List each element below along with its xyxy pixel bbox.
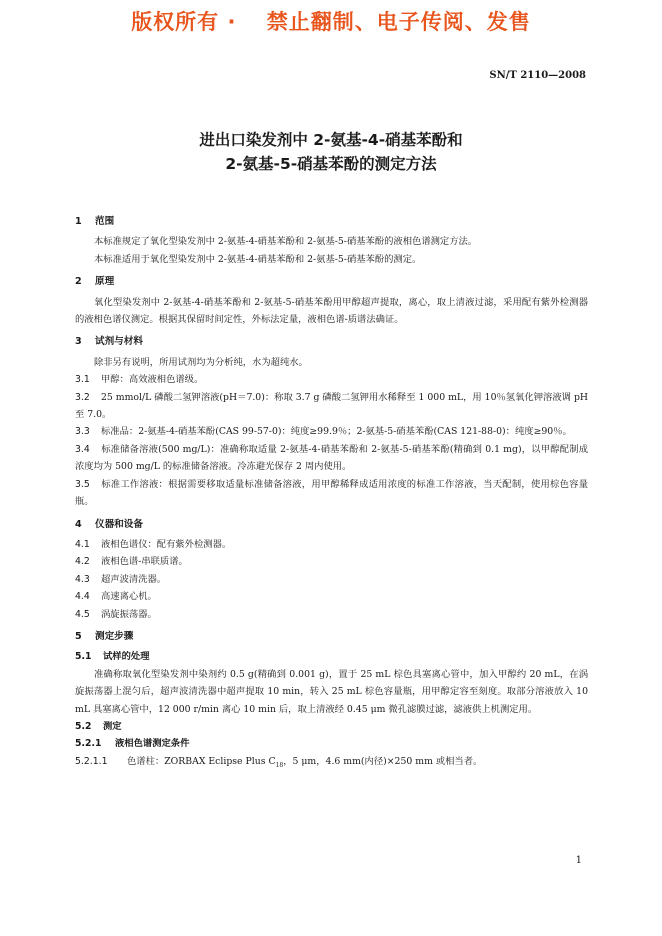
item-text: 超声波清洗器。 — [101, 573, 167, 585]
item-text: 标准工作溶液：根据需要移取适量标准储备溶液，用甲醇稀释成适用浓度的标准工作溶液，当天配制，使用棕色容量瓶。 — [75, 478, 588, 508]
section-title: 仪器和设备 — [95, 518, 143, 530]
section-title: 原理 — [95, 276, 115, 288]
item-number: 3.4 — [75, 443, 90, 455]
list-item — [75, 476, 588, 511]
list-item — [75, 606, 588, 623]
section-number: 5 — [75, 630, 82, 642]
item-text: 高速离心机。 — [101, 591, 157, 603]
section-title: 范围 — [95, 216, 115, 227]
item-number: 3.1 — [75, 374, 90, 386]
item-text: 甲醇：高效液相色谱级。 — [101, 374, 204, 386]
item-text: 涡旋振荡器。 — [101, 608, 157, 620]
subsection-title: 试样的处理 — [103, 651, 150, 663]
item-number: 4.3 — [75, 573, 90, 585]
item-number: 5.2.1.1 — [75, 755, 108, 767]
item-number: 3.2 — [75, 391, 90, 403]
section-title: 试剂与材料 — [95, 336, 143, 348]
list-item — [75, 588, 588, 605]
list-item — [75, 371, 588, 388]
watermark-banner: 版权所有 · 禁止翻制、电子传阅、发售 — [131, 10, 531, 34]
section-title: 测定步骤 — [95, 630, 134, 642]
item-text: 25 mmol/L 磷酸二氢钾溶液(pH＝7.0)：称取 3.7 g 磷酸二氢钾用水稀释至 1 000 mL，用 10％氢氧化钾溶液调 pH 至 7.0。 — [75, 391, 588, 421]
item-number: 3.3 — [75, 426, 90, 438]
list-item — [75, 753, 588, 774]
title-line-1: 进出口染发剂中 2-氨基-4-硝基苯酚和 — [199, 131, 463, 149]
title-line-2: 2-氨基-5-硝基苯酚的测定方法 — [225, 155, 437, 173]
item-number: 4.2 — [75, 556, 90, 568]
paragraph: 除非另有说明，所用试剂均为分析纯，水为超纯水。 — [94, 356, 308, 368]
list-item — [75, 571, 588, 588]
section-1-heading — [75, 213, 588, 230]
subsection-heading — [75, 648, 588, 665]
subsection-number: 5.1 — [75, 651, 92, 663]
list-item — [75, 536, 588, 553]
section-number: 2 — [75, 276, 82, 288]
list-item — [75, 441, 588, 476]
subscript: 18 — [275, 761, 284, 769]
subsection-heading — [75, 735, 588, 752]
item-text: ，5 μm，4.6 mm(内径)×250 mm 或相当者。 — [283, 755, 483, 767]
item-text: 标准品：2-氨基-4-硝基苯酚(CAS 99-57-0)：纯度≥99.9％；2-氨基-5-硝基苯酚(CAS 121-88-0)：纯度≥90％。 — [101, 426, 572, 438]
section-number: 4 — [75, 518, 82, 530]
list-item — [75, 423, 588, 440]
list-item — [75, 389, 588, 424]
page-number: 1 — [575, 855, 582, 866]
paragraph: 氧化型染发剂中 2-氨基-4-硝基苯酚和 2-氨基-5-硝基苯酚用甲醇超声提取，离心，取上清液过滤，采用配有紫外检测器的液相色谱仪测定。根据其保留时间定性，外标法定量，液相色谱-质谱法确证。 — [75, 296, 588, 326]
document-title — [0, 128, 662, 176]
item-text: 液相色谱-串联质谱。 — [101, 556, 188, 568]
subsection-number: 5.2 — [75, 720, 92, 732]
section-3-heading — [75, 333, 588, 350]
paragraph: 本标准适用于氧化型染发剂中 2-氨基-4-硝基苯酚和 2-氨基-5-硝基苯酚的测定。 — [94, 253, 422, 265]
list-item — [75, 553, 588, 570]
item-number: 4.4 — [75, 591, 90, 603]
subsection-heading — [75, 718, 588, 735]
paragraph: 准确称取氧化型染发剂中染剂约 0.5 g(精确到 0.001 g)，置于 25 mL 棕色具塞离心管中，加入甲醇约 20 mL，在涡旋振荡器上混匀后，超声波清洗器中超声提取 10 min，转入 25 mL 棕色容量瓶，用甲醇定容至刻度。取部分溶液放入 10 mL 具塞离心管中，12 000 r/min 离心 10 min 后，取上清液经 0.45 μm 微孔滤膜过滤，滤液供上机测定用。 — [75, 668, 588, 715]
section-number: 1 — [75, 216, 82, 227]
item-text: 液相色谱仪：配有紫外检测器。 — [101, 538, 232, 550]
section-5-heading — [75, 628, 588, 645]
item-number: 4.5 — [75, 608, 90, 620]
section-4-heading — [75, 516, 588, 533]
subsection-number: 5.2.1 — [75, 738, 102, 750]
item-number: 4.1 — [75, 538, 90, 550]
paragraph: 本标准规定了氧化型染发剂中 2-氨基-4-硝基苯酚和 2-氨基-5-硝基苯酚的液相色谱测定方法。 — [94, 236, 478, 248]
item-text: 标准储备溶液(500 mg/L)：准确称取适量 2-氨基-4-硝基苯酚和 2-氨基-5-硝基苯酚(精确到 0.1 mg)，以甲醇配制成浓度均为 500 mg/L 的标准储备溶液。冷冻避光保存 2 周内使用。 — [75, 443, 588, 473]
section-2-heading — [75, 273, 588, 290]
subsection-title: 测定 — [103, 720, 122, 732]
section-number: 3 — [75, 336, 82, 348]
item-number: 3.5 — [75, 478, 90, 490]
standard-code: SN/T 2110—2008 — [489, 70, 586, 81]
item-text: 色谱柱：ZORBAX Eclipse Plus C — [127, 755, 276, 767]
document-body — [75, 208, 588, 774]
subsection-title: 液相色谱测定条件 — [115, 738, 190, 750]
